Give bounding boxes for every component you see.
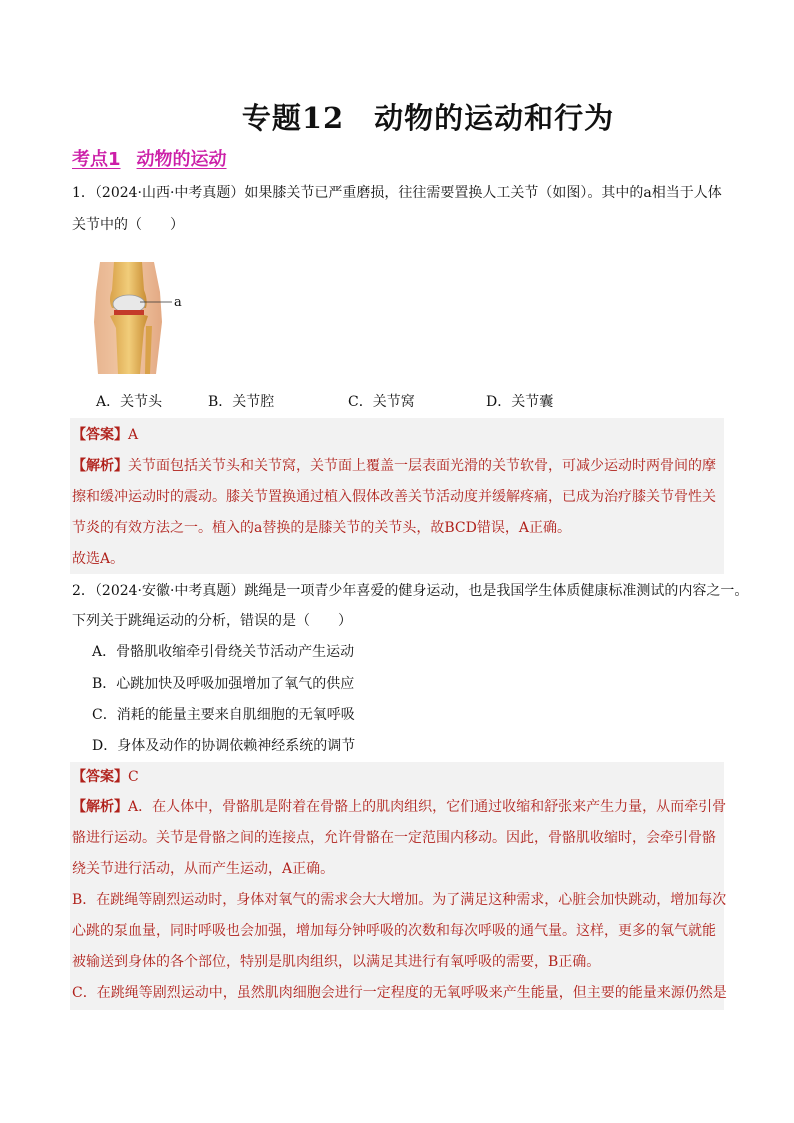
q2-analysis-tag: 【解析】 [72, 799, 128, 815]
q1-answer-tag: 【答案】 [72, 427, 128, 443]
q1-analysis-line4: 故选A。 [72, 551, 125, 567]
q1-option-b: B．关节腔 [208, 394, 275, 410]
q1-stem-line2: 关节中的（ ） [72, 217, 184, 233]
q1-option-a: A．关节头 [96, 394, 163, 410]
section-label: 考点1 [72, 149, 121, 170]
q2-analysis-line5: 心跳的泵血量，同时呼吸也会加强，增加每分钟呼吸的次数和每次呼吸的通气量。这样，更多的氧气就能 [72, 923, 716, 939]
q1-answer [72, 425, 138, 445]
knee-joint-figure [90, 262, 190, 374]
q1-analysis-line2: 擦和缓冲运动时的震动。膝关节置换通过植入假体改善关节活动度并缓解疼痛，已成为治疗膝关节骨性关 [72, 489, 716, 505]
q2-stem-line1: 2．（2024·安徽·中考真题）跳绳是一项青少年喜爱的健身运动，也是我国学生体质健康标准测试的内容之一。 [72, 583, 749, 599]
q2-analysis-line3: 绕关节进行活动，从而产生运动，A正确。 [72, 861, 335, 877]
section-name: 动物的运动 [136, 149, 227, 170]
q1-stem-line1: 1．（2024·山西·中考真题）如果膝关节已严重磨损，往往需要置换人工关节（如图）。其中的a相当于人体 [72, 185, 722, 201]
q1-analysis-line1 [72, 456, 716, 476]
page-title [0, 96, 794, 137]
q1-option-c: C．关节窝 [348, 394, 415, 410]
q2-answer [72, 767, 139, 787]
q2-analysis-line1 [72, 797, 726, 817]
q1-analysis-text1: 关节面包括关节头和关节窝，关节面上覆盖一层表面光滑的关节软骨，可减少运动时两骨间的摩 [128, 458, 716, 474]
title-text: 动物的运动和行为 [374, 101, 615, 135]
q2-analysis-text1: A．在人体中，骨骼肌是附着在骨骼上的肌肉组织，它们通过收缩和舒张来产生力量，从而牵引骨 [128, 799, 727, 815]
q2-answer-tag: 【答案】 [72, 769, 128, 785]
q2-analysis-line4: B．在跳绳等剧烈运动时，身体对氧气的需求会大大增加。为了满足这种需求，心脏会加快跳动，增加每次 [72, 892, 727, 908]
q1-analysis-line3: 节炎的有效方法之一。植入的a替换的是膝关节的关节头，故BCD错误，A正确。 [72, 520, 571, 536]
q2-stem-line2: 下列关于跳绳运动的分析，错误的是（ ） [72, 613, 352, 629]
q2-option-b: B．心跳加快及呼吸加强增加了氧气的供应 [92, 676, 355, 692]
q2-option-a: A．骨骼肌收缩牵引骨绕关节活动产生运动 [92, 644, 355, 660]
q2-option-d: D．身体及动作的协调依赖神经系统的调节 [92, 738, 356, 754]
title-number: 专题12 [241, 101, 345, 135]
q1-option-d: D．关节囊 [486, 394, 554, 410]
q2-analysis-line6: 被输送到身体的各个部位，特别是肌肉组织，以满足其进行有氧呼吸的需要，B正确。 [72, 954, 601, 970]
figure-label-a: a [174, 295, 182, 310]
q2-option-c: C．消耗的能量主要来自肌细胞的无氧呼吸 [92, 707, 355, 723]
q2-answer-value: C [128, 769, 139, 785]
section-heading [72, 145, 227, 171]
q1-analysis-tag: 【解析】 [72, 458, 128, 474]
q1-answer-value: A [128, 427, 139, 443]
q2-analysis-line7: C．在跳绳等剧烈运动中，虽然肌肉细胞会进行一定程度的无氧呼吸来产生能量，但主要的能量来源仍然是 [72, 985, 727, 1001]
q2-analysis-line2: 骼进行运动。关节是骨骼之间的连接点，允许骨骼在一定范围内移动。因此，骨骼肌收缩时，会牵引骨骼 [72, 830, 716, 846]
